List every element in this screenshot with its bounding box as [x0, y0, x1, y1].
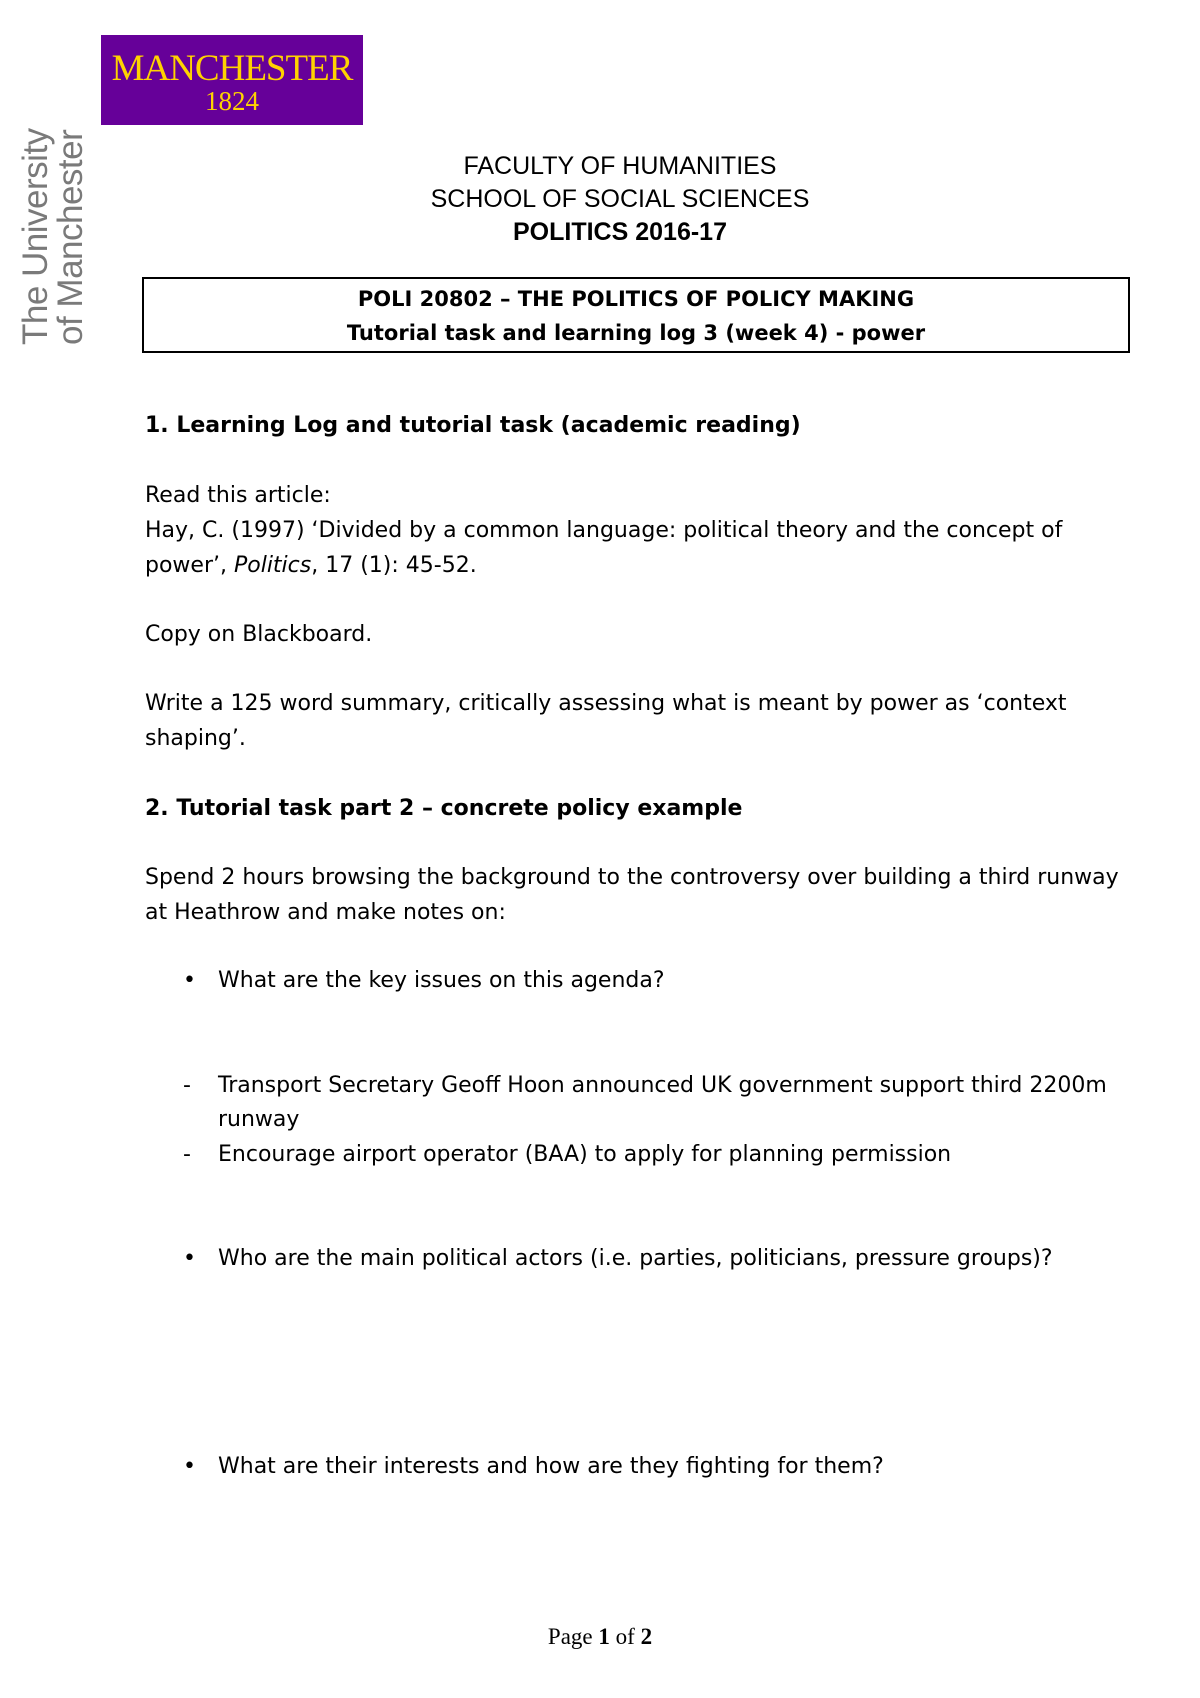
vertical-university-name [18, 125, 88, 345]
section2-heading: 2. Tutorial task part 2 – concrete policy example [145, 796, 743, 821]
article-citation [145, 513, 1125, 583]
dash-icon: - [183, 1142, 191, 1167]
logo-year: 1824 [205, 86, 259, 116]
of-word: of [609, 1624, 641, 1649]
section2-intro: Spend 2 hours browsing the background to the controversy over building a third runway at Heathrow and make notes on: [145, 865, 1119, 925]
politics-year: POLITICS 2016-17 [513, 218, 727, 246]
list-item [145, 1069, 1125, 1137]
section1-heading: 1. Learning Log and tutorial task (academic reading) [145, 413, 801, 438]
note-airport-operator: Encourage airport operator (BAA) to apply for planning permission [218, 1142, 952, 1167]
citation-journal: Politics [233, 553, 312, 578]
bullet-icon: • [183, 968, 196, 993]
school-name: SCHOOL OF SOCIAL SCIENCES [430, 185, 810, 213]
list-item [145, 1450, 1125, 1484]
read-label: Read this article: [145, 483, 331, 508]
dash-icon: - [183, 1073, 191, 1098]
note-transport-secretary: Transport Secretary Geoff Hoon announced UK government support third 2200m runway [218, 1073, 1107, 1132]
vertical-name-line1: The University [16, 128, 55, 345]
page-number [0, 1624, 1200, 1650]
citation-part2: , 17 (1): 45-52. [311, 553, 477, 578]
page-total: 2 [640, 1624, 653, 1649]
summary-task: Write a 125 word summary, critically assessing what is meant by power as ‘context shaping’. [145, 691, 1067, 751]
citation-part1: Hay, C. (1997) ‘Divided by a common language: political theory and the concept of power’, [145, 518, 1063, 578]
list-item [145, 1242, 1125, 1276]
question-key-issues: What are the key issues on this agenda? [218, 968, 665, 993]
copy-note: Copy on Blackboard. [145, 622, 373, 647]
course-title-box [142, 277, 1130, 353]
list-item [145, 964, 1125, 998]
page-current: 1 [598, 1624, 610, 1649]
logo-wordmark: MANCHESTER [111, 48, 353, 89]
university-logo [101, 35, 363, 125]
vertical-name-line2: of Manchester [51, 129, 90, 345]
page-word: Page [547, 1624, 599, 1649]
question-interests: What are their interests and how are they fighting for them? [218, 1454, 884, 1479]
faculty-name: FACULTY OF HUMANITIES [463, 152, 777, 180]
document-header [300, 150, 940, 249]
course-title: POLI 20802 – THE POLITICS OF POLICY MAKING [357, 287, 915, 311]
list-item [145, 1138, 1125, 1172]
bullet-icon: • [183, 1454, 196, 1479]
question-political-actors: Who are the main political actors (i.e. parties, politicians, pressure groups)? [218, 1246, 1053, 1271]
course-subtitle: Tutorial task and learning log 3 (week 4) - power [346, 321, 926, 345]
bullet-icon: • [183, 1246, 196, 1271]
